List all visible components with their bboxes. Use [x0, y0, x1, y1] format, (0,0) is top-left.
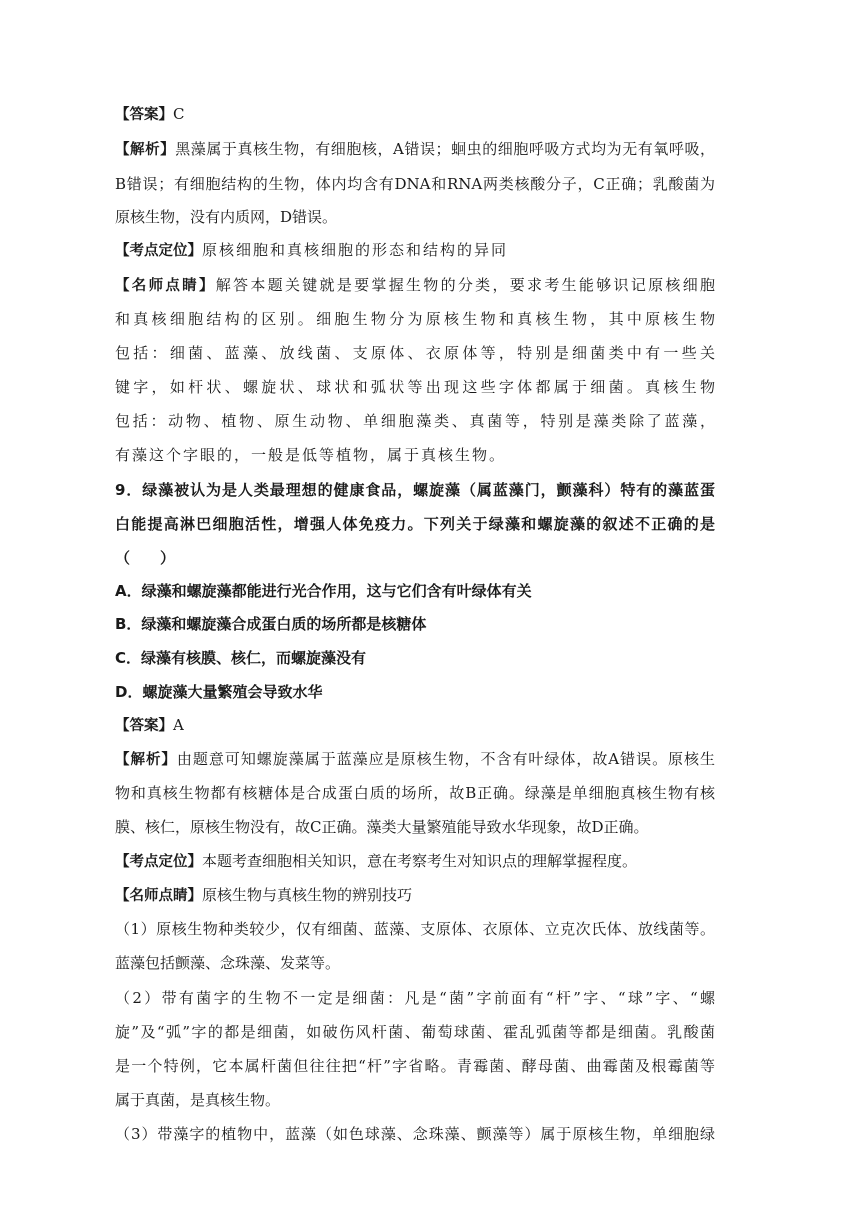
q9-option-d: D．螺旋藻大量繁殖会导致水华	[115, 683, 323, 701]
mingshi-tag: 【名师点睛】	[115, 888, 202, 904]
q8-analysis-line-1	[115, 139, 715, 160]
kaodian-text: 本题考查细胞相关知识，意在考察考生对知识点的理解掌握程度。	[202, 852, 638, 870]
analysis-text: 黑藻属于真核生物，有细胞核，A错误；蛔虫的细胞呼吸方式均为无有氧呼吸，	[175, 140, 715, 158]
q9-stem-line-2: 白能提高淋巴细胞活性，增强人体免疫力。下列关于绿藻和螺旋藻的叙述不正确的是	[115, 515, 715, 533]
q9-stem-line-3: （ ）	[115, 549, 176, 567]
q8-answer-line	[115, 104, 715, 125]
q9-analysis-line-2: 物和真核生物都有核糖体是合成蛋白质的场所，故B正确。绿藻是单细胞真核生物有核	[115, 784, 715, 802]
q8-analysis-line-3: 原核生物，没有内质网，D错误。	[115, 208, 338, 226]
q8-kaodian-line	[115, 240, 715, 261]
mingshi-text: 解答本题关键就是要掌握生物的分类，要求考生能够识记原核细胞	[215, 276, 715, 294]
q8-mingshi-line-2: 和真核细胞结构的区别。细胞生物分为原核生物和真核生物，其中原核生物	[115, 310, 715, 328]
analysis-tag: 【解析】	[115, 142, 176, 158]
mingshi-text: 原核生物与真核生物的辨别技巧	[202, 886, 413, 904]
answer-tag: 【答案】	[115, 107, 173, 123]
q9-analysis-line-1	[115, 749, 715, 770]
q9-tip-line-2: 蓝藻包括颤藻、念珠藻、发菜等。	[115, 954, 341, 972]
mingshi-tag: 【名师点睛】	[115, 278, 216, 294]
q8-mingshi-line-4: 键字，如杆状、螺旋状、球状和弧状等出现这些字体都属于细菌。真核生物	[115, 378, 715, 396]
kaodian-tag: 【考点定位】	[115, 854, 202, 870]
q9-kaodian-line	[115, 851, 715, 872]
q8-analysis-line-2: B错误；有细胞结构的生物，体内均含有DNA和RNA两类核酸分子，C正确；乳酸菌为	[115, 175, 715, 193]
q8-mingshi-line-5: 包括：动物、植物、原生动物、单细胞藻类、真菌等，特别是藻类除了蓝藻，	[115, 412, 715, 430]
q8-mingshi-line-1	[115, 275, 715, 296]
analysis-tag: 【解析】	[115, 752, 177, 768]
answer-value: C	[173, 105, 185, 123]
q9-tip-line-5: 是一个特例，它本属杆菌但往往把“杆”字省略。青霉菌、酵母菌、曲霉菌及根霉菌等	[115, 1057, 715, 1075]
kaodian-text: 原核细胞和真核细胞的形态和结构的异同	[202, 241, 509, 259]
q9-tip-line-6: 属于真菌，是真核生物。	[115, 1091, 281, 1109]
q9-mingshi-line	[115, 885, 715, 906]
kaodian-tag: 【考点定位】	[115, 243, 202, 259]
answer-tag: 【答案】	[115, 718, 173, 734]
analysis-text: 由题意可知螺旋藻属于蓝藻应是原核生物，不含有叶绿体，故A错误。原核生	[176, 750, 715, 768]
q9-stem-line-1: 9．绿藻被认为是人类最理想的健康食品，螺旋藻（属蓝藻门，颤藻科）特有的藻蓝蛋	[115, 481, 715, 499]
q9-tip-line-7: （3）带藻字的植物中，蓝藻（如色球藻、念珠藻、颤藻等）属于原核生物，单细胞绿	[115, 1125, 715, 1143]
q8-mingshi-line-6: 有藻这个字眼的，一般是低等植物，属于真核生物。	[115, 446, 507, 464]
q9-option-c: C．绿藻有核膜、核仁，而螺旋藻没有	[115, 649, 367, 667]
q8-mingshi-line-3: 包括：细菌、蓝藻、放线菌、支原体、衣原体等，特别是细菌类中有一些关	[115, 344, 715, 362]
q9-answer-line	[115, 715, 715, 736]
q9-option-b: B．绿藻和螺旋藻合成蛋白质的场所都是核糖体	[115, 615, 427, 633]
answer-value: A	[173, 716, 184, 734]
q9-option-a: A．绿藻和螺旋藻都能进行光合作用，这与它们含有叶绿体有关	[115, 582, 532, 600]
q9-analysis-line-3: 膜、核仁，原核生物没有，故C正确。藻类大量繁殖能导致水华现象，故D正确。	[115, 818, 649, 836]
q9-tip-line-4: 旋”及“弧”字的都是细菌，如破伤风杆菌、葡萄球菌、霍乱弧菌等都是细菌。乳酸菌	[115, 1023, 715, 1041]
q9-tip-line-1: （1）原核生物种类较少，仅有细菌、蓝藻、支原体、衣原体、立克次氏体、放线菌等。	[115, 920, 715, 938]
q9-tip-line-3: （2）带有菌字的生物不一定是细菌：凡是“菌”字前面有“杆”字、“球”字、“螺	[115, 989, 715, 1007]
